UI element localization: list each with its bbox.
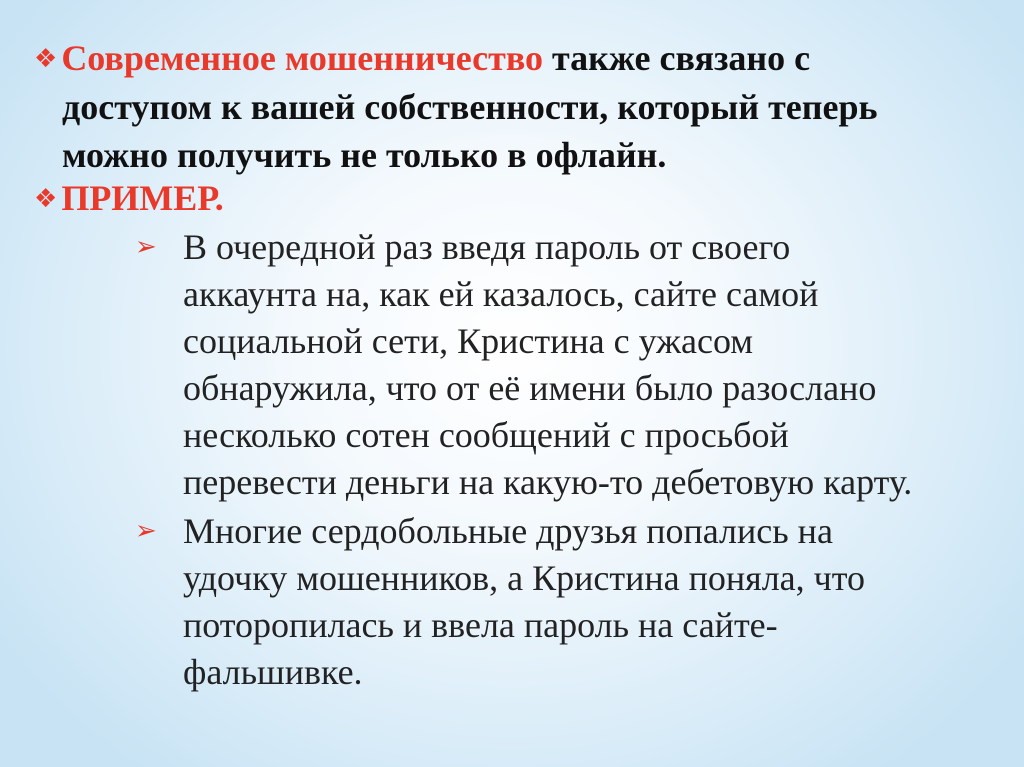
bullet-line: поторопилась и ввела пароль на сайте- (183, 605, 778, 645)
bullet-line: фальшивке. (183, 652, 363, 692)
bullet-line: социальной сети, Кристина с ужасом (183, 321, 754, 361)
bullet-line: аккаунта на, как ей казалось, сайте самой (183, 274, 819, 314)
diamond-bullet-icon: ❖ (34, 44, 58, 74)
intro-line-1 (34, 34, 994, 83)
bullet-line: удочку мошенников, а Кристина поняла, что (183, 558, 866, 598)
intro-line-2: доступом к вашей собственности, который теперь (62, 87, 878, 127)
intro-highlight: Современное мошенничество (61, 38, 544, 78)
arrow-bullet-icon: ➢ (135, 232, 157, 262)
intro-line-1-rest: также связано с (543, 38, 811, 78)
bullet-line: Многие сердобольные друзья попались на (183, 511, 833, 551)
bullet-line: обнаружила, что от её имени было разослано (183, 368, 877, 408)
list-item (135, 508, 866, 696)
arrow-bullet-icon: ➢ (135, 516, 157, 546)
intro-paragraph (34, 34, 994, 179)
example-heading (34, 174, 224, 223)
bullet-line: В очередной раз введя пароль от своего (183, 227, 791, 267)
example-label: ПРИМЕР. (61, 178, 224, 218)
diamond-bullet-icon: ❖ (34, 184, 58, 214)
intro-line-3: можно получить не только в офлайн. (62, 135, 667, 175)
bullet-line: перевести деньги на какую-то дебетовую карту. (183, 462, 913, 502)
list-item (135, 224, 913, 506)
bullet-line: несколько сотен сообщений с просьбой (183, 415, 789, 455)
